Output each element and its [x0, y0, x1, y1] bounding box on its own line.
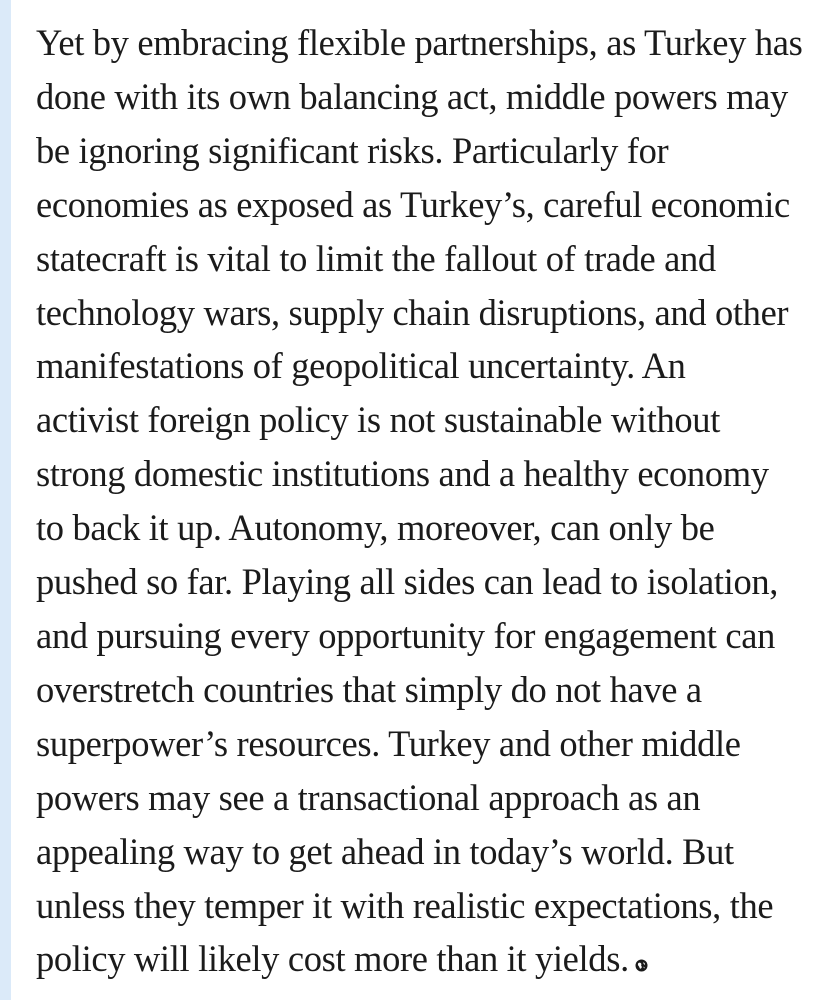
text-line: unless they temper it with realistic expectations, the	[36, 884, 774, 926]
text-line: strong domestic institutions and a healthy economy	[36, 453, 769, 495]
text-line: technology wars, supply chain disruptions, and other	[36, 291, 789, 333]
text-line: statecraft is vital to limit the fallout of trade and	[36, 237, 716, 279]
text-line: done with its own balancing act, middle powers may	[36, 75, 788, 117]
text-line: powers may see a transactional approach as an	[36, 776, 701, 818]
text-line: Yet by embracing flexible partnerships, as Turkey has	[36, 22, 803, 63]
text-line-content: policy will likely cost more than it yields.	[36, 938, 629, 980]
text-line: pushed so far. Playing all sides can lead to isolation,	[36, 561, 779, 603]
text-line: and pursuing every opportunity for engagement can	[36, 614, 775, 656]
text-line: superpower’s resources. Turkey and other middle	[36, 722, 741, 764]
text-line: overstretch countries that simply do not have a	[36, 668, 702, 710]
text-line-last	[36, 932, 832, 986]
text-line: be ignoring significant risks. Particularly for	[36, 129, 669, 171]
text-line: manifestations of geopolitical uncertainty. An	[36, 345, 686, 387]
text-line: appealing way to get ahead in today’s world. But	[36, 830, 734, 872]
text-line: economies as exposed as Turkey’s, careful economic	[36, 183, 790, 225]
text-line: to back it up. Autonomy, moreover, can only be	[36, 507, 715, 549]
article-paragraph	[36, 16, 832, 986]
left-accent-bar	[0, 0, 11, 1000]
text-line: activist foreign policy is not sustainable without	[36, 399, 721, 441]
globe-end-mark-icon	[635, 933, 648, 946]
